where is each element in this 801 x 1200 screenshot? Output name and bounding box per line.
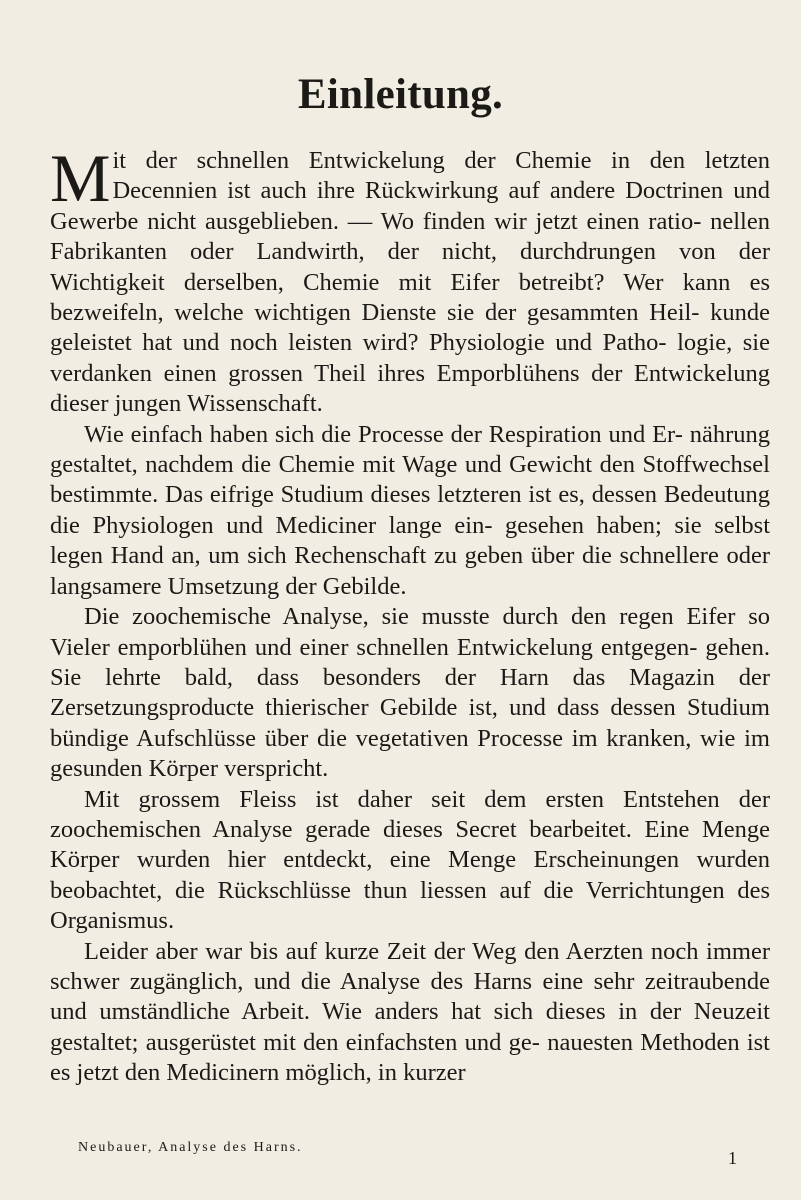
drop-cap: M (50, 140, 111, 216)
paragraph-1-text: it der schnellen Entwickelung der Chemie in den letzten Decennien ist auch ihre Rückwirkung auf andere Doctrinen und Gewerbe nicht ausgeblieben. — Wo finden wir jetzt einen ratio- nellen Fabrikanten oder Landwirth, der nicht, durchdrungen von der Wichtigkeit derselben, Chemie mit Eifer betreibt? Wer kann es bezweifeln, welche wichtigen Dienste sie der gesammten Heil- kunde geleistet hat und noch leisten wird? Physiologie und Patho- logie, sie verdanken einen grossen Theil ihres Emporblühens der Entwickelung dieser jungen Wissenschaft. (50, 147, 770, 418)
page-number: 1 (728, 1148, 737, 1168)
chapter-title: Einleitung. (297, 71, 504, 118)
paragraph-5: Leider aber war bis auf kurze Zeit der Weg den Aerzten noch immer schwer zugänglich, und die Analyse des Harns eine sehr zeitraubende und umständliche Arbeit. Wie anders hat sich dieses in der Neuzeit gestaltet; ausgerüstet mit den einfachsten und ge- nauesten Methoden ist es jetzt den Medicinern möglich, in kurzer (50, 937, 770, 1087)
signature-mark: Neubauer, Analyse des Harns. (78, 1140, 303, 1155)
chapter-body (50, 140, 770, 1089)
paragraph-2: Wie einfach haben sich die Processe der Respiration und Er- nährung gestaltet, nachdem die Chemie mit Wage und Gewicht den Stoffwechsel bestimmte. Das eifrige Studium dieses letzteren ist es, dessen Bedeutung die Physiologen und Mediciner lange ein- gesehen haben; sie selbst legen Hand an, um sich Rechenschaft zu geben über die schnellere oder langsamere Umsetzung der Gebilde. (50, 420, 770, 600)
paragraph-4: Mit grossem Fleiss ist daher seit dem ersten Entstehen der zoochemischen Analyse gerade dieses Secret bearbeitet. Eine Menge Körper wurden hier entdeckt, eine Menge Erscheinungen wurden beobachtet, die Rückschlüsse thun liessen auf die Verrichtungen des Organismus. (50, 785, 770, 935)
paragraph-1 (50, 140, 770, 420)
paragraph-3: Die zoochemische Analyse, sie musste durch den regen Eifer so Vieler emporblühen und einer schnellen Entwickelung entgegen- gehen. Sie lehrte bald, dass besonders der Harn das Magazin der Zersetzungsproducte thierischer Gebilde ist, und dass dessen Studium bündige Aufschlüsse über die vegetativen Processe im kranken, wie im gesunden Körper verspricht. (50, 603, 770, 783)
